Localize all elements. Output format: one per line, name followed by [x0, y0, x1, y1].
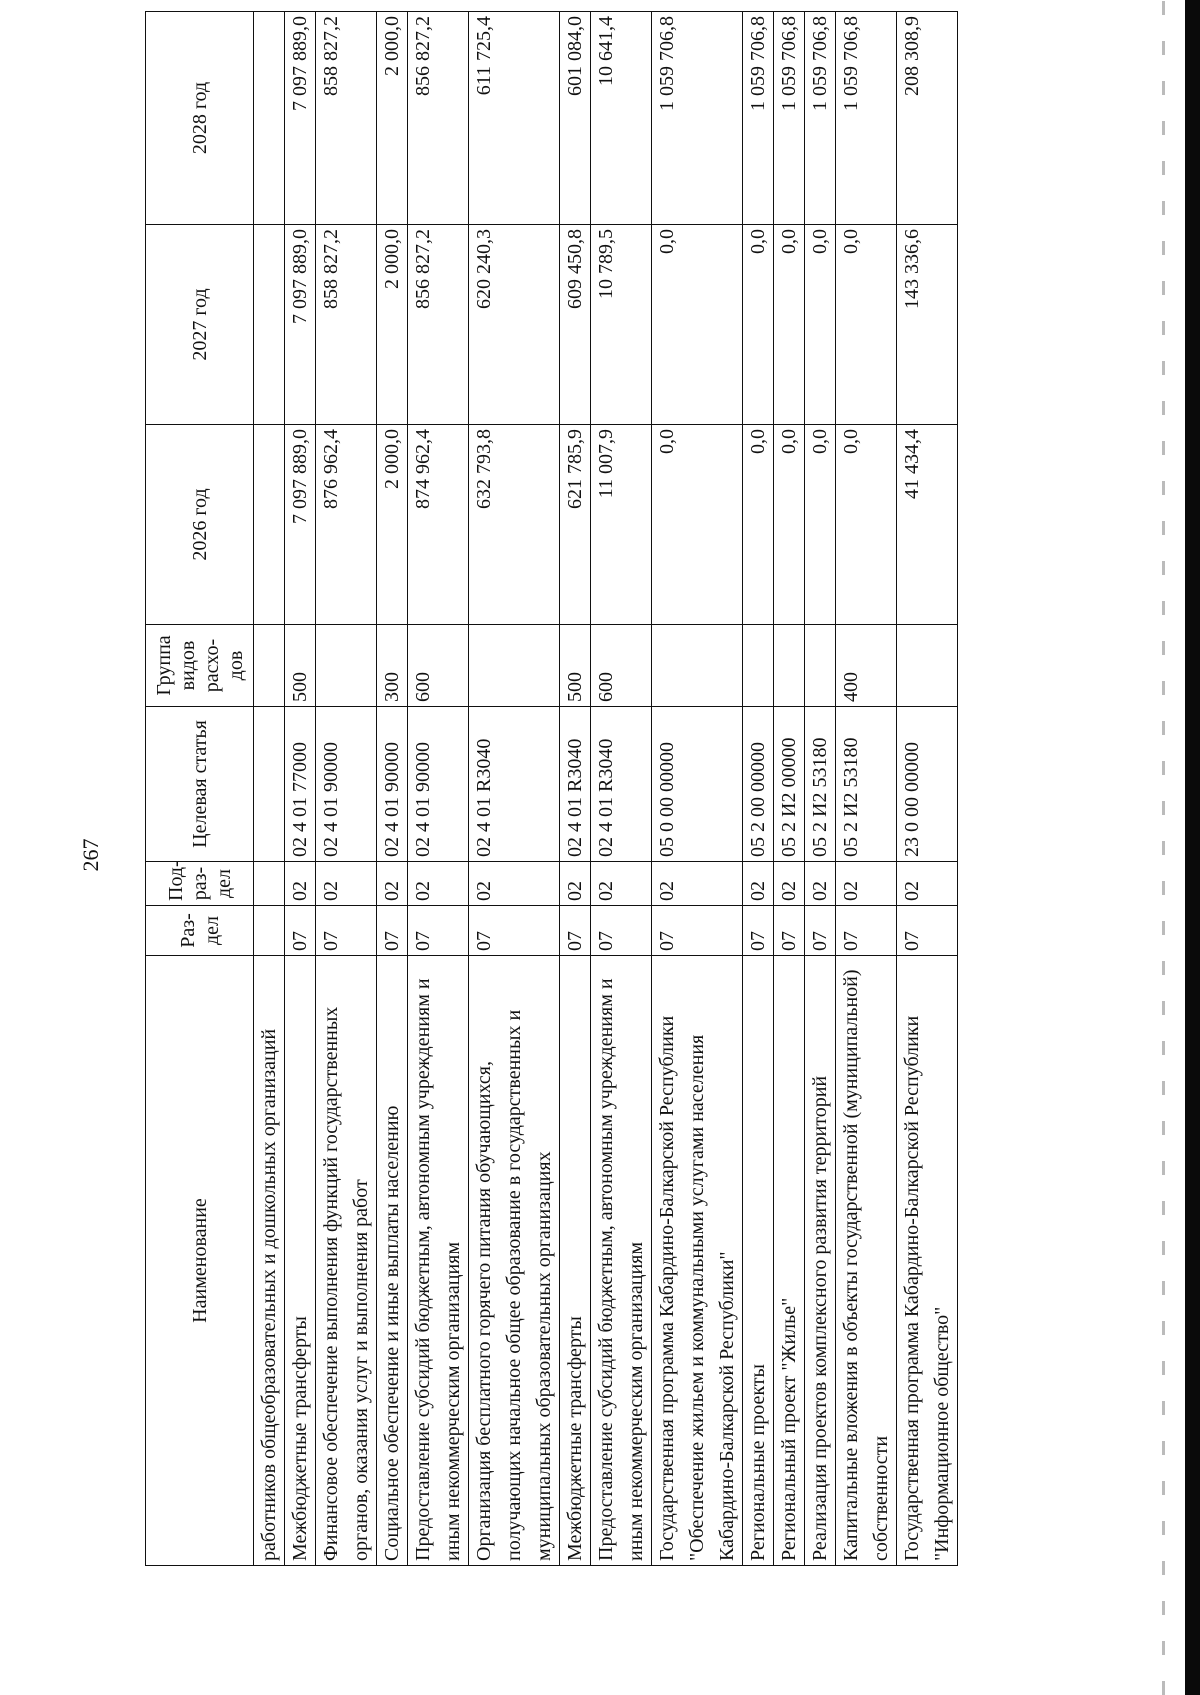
cell-subsection: 02 [652, 862, 743, 906]
cell-subsection: 02 [316, 862, 377, 906]
cell-year-2028: 1 059 706,8 [774, 12, 805, 225]
cell-section: 07 [652, 906, 743, 956]
cell-year-2027: 856 827,2 [408, 225, 469, 425]
table-row [254, 12, 285, 1566]
cell-section: 07 [316, 906, 377, 956]
cell-expense-group: 600 [591, 625, 652, 707]
cell-section: 07 [469, 906, 560, 956]
cell-year-2026: 632 793,8 [469, 425, 560, 625]
cell-name: Предоставление субсидий бюджетным, автономным учреждениям и иным некоммерческим организациям [408, 956, 469, 1566]
header-year-2027: 2027 год [146, 225, 254, 425]
cell-year-2028: 208 308,9 [897, 12, 958, 225]
cell-section: 07 [377, 906, 408, 956]
cell-year-2027: 7 097 889,0 [285, 225, 316, 425]
cell-target-article: 05 2 00 00000 [743, 707, 774, 862]
cell-year-2026: 7 097 889,0 [285, 425, 316, 625]
cell-name: Межбюджетные трансферты [560, 956, 591, 1566]
cell-section: 07 [285, 906, 316, 956]
cell-subsection: 02 [774, 862, 805, 906]
table-row [469, 12, 560, 1566]
cell-year-2027 [254, 225, 285, 425]
cell-year-2028: 601 084,0 [560, 12, 591, 225]
cell-subsection: 02 [805, 862, 836, 906]
cell-target-article: 02 4 01 77000 [285, 707, 316, 862]
scan-noise [1162, 0, 1165, 1695]
table-row [836, 12, 897, 1566]
cell-name: Государственная программа Кабардино-Балкарской Республики "Обеспечение жильем и коммунальными услугами населения Кабардино-Балкарской Республики" [652, 956, 743, 1566]
header-section: Раз-дел [146, 906, 254, 956]
cell-expense-group [805, 625, 836, 707]
cell-expense-group [774, 625, 805, 707]
cell-subsection: 02 [836, 862, 897, 906]
cell-year-2028: 611 725,4 [469, 12, 560, 225]
cell-expense-group: 600 [408, 625, 469, 707]
cell-year-2026: 0,0 [774, 425, 805, 625]
cell-year-2028: 858 827,2 [316, 12, 377, 225]
cell-subsection [254, 862, 285, 906]
cell-target-article: 05 2 И2 00000 [774, 707, 805, 862]
cell-target-article: 02 4 01 R3040 [591, 707, 652, 862]
cell-target-article: 23 0 00 00000 [897, 707, 958, 862]
cell-year-2028: 1 059 706,8 [652, 12, 743, 225]
cell-subsection: 02 [591, 862, 652, 906]
cell-year-2026: 41 434,4 [897, 425, 958, 625]
cell-expense-group [897, 625, 958, 707]
cell-year-2027: 0,0 [805, 225, 836, 425]
page-number: 267 [78, 838, 103, 872]
cell-expense-group [652, 625, 743, 707]
cell-name: Региональный проект "Жилье" [774, 956, 805, 1566]
table-header-row [146, 12, 254, 1566]
cell-target-article: 02 4 01 90000 [377, 707, 408, 862]
header-target-article: Целевая статья [146, 707, 254, 862]
table-row [377, 12, 408, 1566]
cell-section: 07 [591, 906, 652, 956]
cell-target-article: 05 0 00 00000 [652, 707, 743, 862]
cell-section: 07 [408, 906, 469, 956]
table-body [254, 12, 958, 1566]
cell-expense-group: 300 [377, 625, 408, 707]
cell-name: Финансовое обеспечение выполнения функций государственных органов, оказания услуг и выполнения работ [316, 956, 377, 1566]
table-row [774, 12, 805, 1566]
cell-expense-group [469, 625, 560, 707]
cell-target-article: 05 2 И2 53180 [805, 707, 836, 862]
cell-section: 07 [897, 906, 958, 956]
table-row [560, 12, 591, 1566]
scan-edge [1185, 0, 1200, 1695]
cell-year-2028: 2 000,0 [377, 12, 408, 225]
cell-year-2028: 7 097 889,0 [285, 12, 316, 225]
cell-subsection: 02 [469, 862, 560, 906]
cell-year-2027: 10 789,5 [591, 225, 652, 425]
cell-name: Реализация проектов комплексного развития территорий [805, 956, 836, 1566]
cell-section: 07 [774, 906, 805, 956]
cell-year-2026: 0,0 [743, 425, 774, 625]
cell-year-2027: 0,0 [836, 225, 897, 425]
cell-target-article: 02 4 01 90000 [316, 707, 377, 862]
cell-subsection: 02 [285, 862, 316, 906]
cell-year-2027: 0,0 [743, 225, 774, 425]
cell-year-2028: 1 059 706,8 [743, 12, 774, 225]
cell-year-2026: 0,0 [836, 425, 897, 625]
cell-subsection: 02 [408, 862, 469, 906]
cell-section [254, 906, 285, 956]
cell-year-2026: 11 007,9 [591, 425, 652, 625]
table-row [897, 12, 958, 1566]
cell-year-2027: 620 240,3 [469, 225, 560, 425]
table-row [285, 12, 316, 1566]
cell-name: Капитальные вложения в объекты государственной (муниципальной) собственности [836, 956, 897, 1566]
cell-subsection: 02 [560, 862, 591, 906]
table-row [408, 12, 469, 1566]
cell-year-2027: 143 336,6 [897, 225, 958, 425]
cell-target-article: 02 4 01 R3040 [560, 707, 591, 862]
cell-section: 07 [805, 906, 836, 956]
cell-target-article: 05 2 И2 53180 [836, 707, 897, 862]
cell-expense-group [743, 625, 774, 707]
cell-expense-group [316, 625, 377, 707]
cell-year-2026: 2 000,0 [377, 425, 408, 625]
cell-name: Межбюджетные трансферты [285, 956, 316, 1566]
cell-expense-group: 400 [836, 625, 897, 707]
cell-target-article: 02 4 01 R3040 [469, 707, 560, 862]
cell-expense-group: 500 [285, 625, 316, 707]
table-row [743, 12, 774, 1566]
budget-table [145, 11, 958, 1566]
cell-year-2026: 876 962,4 [316, 425, 377, 625]
cell-name: работников общеобразовательных и дошкольных организаций [254, 956, 285, 1566]
cell-year-2028 [254, 12, 285, 225]
cell-year-2027: 858 827,2 [316, 225, 377, 425]
cell-expense-group: 500 [560, 625, 591, 707]
cell-year-2027: 0,0 [774, 225, 805, 425]
cell-year-2027: 2 000,0 [377, 225, 408, 425]
cell-year-2028: 856 827,2 [408, 12, 469, 225]
cell-name: Региональные проекты [743, 956, 774, 1566]
cell-name: Социальное обеспечение и иные выплаты населению [377, 956, 408, 1566]
cell-section: 07 [743, 906, 774, 956]
cell-target-article [254, 707, 285, 862]
cell-section: 07 [836, 906, 897, 956]
cell-year-2027: 0,0 [652, 225, 743, 425]
cell-expense-group [254, 625, 285, 707]
header-name: Наименование [146, 956, 254, 1566]
cell-subsection: 02 [743, 862, 774, 906]
cell-subsection: 02 [377, 862, 408, 906]
cell-year-2028: 10 641,4 [591, 12, 652, 225]
cell-name: Предоставление субсидий бюджетным, автономным учреждениям и иным некоммерческим организациям [591, 956, 652, 1566]
table-row [805, 12, 836, 1566]
header-expense-group: Группа видов расхо-дов [146, 625, 254, 707]
cell-year-2026: 874 962,4 [408, 425, 469, 625]
cell-year-2027: 609 450,8 [560, 225, 591, 425]
cell-section: 07 [560, 906, 591, 956]
cell-year-2028: 1 059 706,8 [805, 12, 836, 225]
header-year-2026: 2026 год [146, 425, 254, 625]
cell-year-2026: 621 785,9 [560, 425, 591, 625]
table-row [652, 12, 743, 1566]
table-row [591, 12, 652, 1566]
cell-name: Государственная программа Кабардино-Балкарской Республики "Информационное общество" [897, 956, 958, 1566]
cell-target-article: 02 4 01 90000 [408, 707, 469, 862]
cell-year-2028: 1 059 706,8 [836, 12, 897, 225]
cell-year-2026 [254, 425, 285, 625]
cell-name: Организация бесплатного горячего питания обучающихся, получающих начальное общее образование в государственных и муниципальных образовательных организациях [469, 956, 560, 1566]
header-year-2028: 2028 год [146, 12, 254, 225]
table-row [316, 12, 377, 1566]
cell-year-2026: 0,0 [805, 425, 836, 625]
cell-subsection: 02 [897, 862, 958, 906]
header-subsection: Под-раз-дел [146, 862, 254, 906]
cell-year-2026: 0,0 [652, 425, 743, 625]
